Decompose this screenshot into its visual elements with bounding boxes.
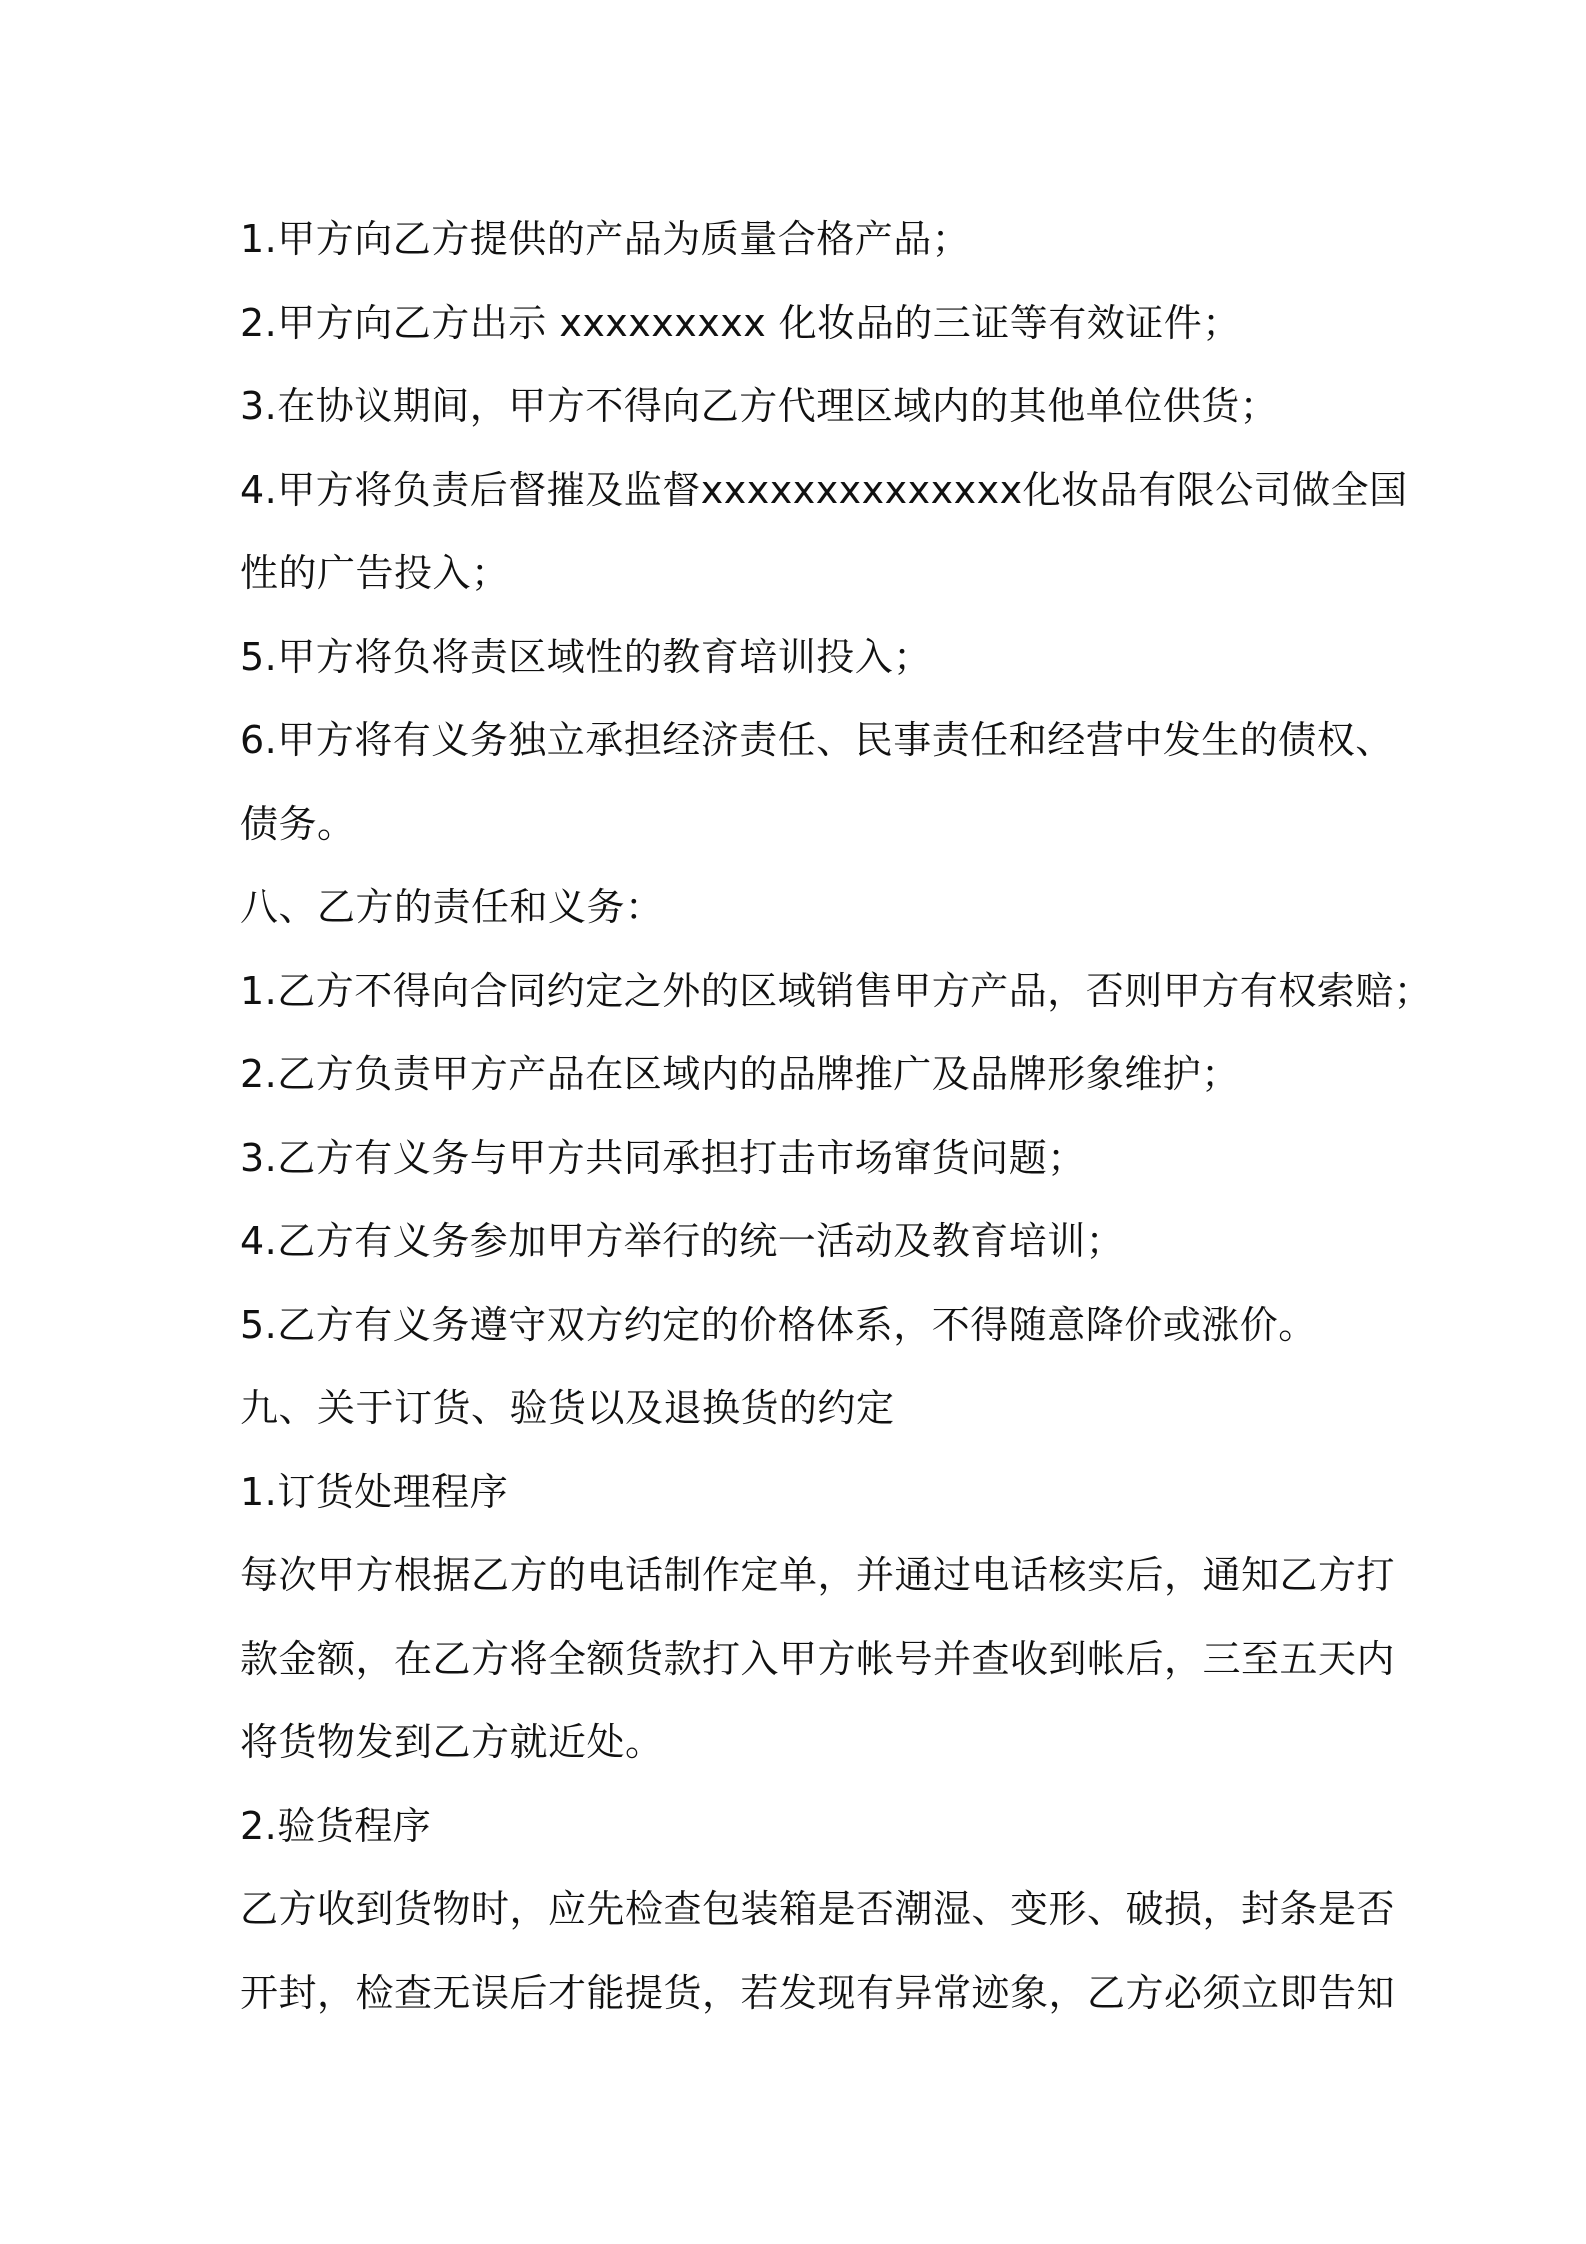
text-line: 款金额，在乙方将全额货款打入甲方帐号并查收到帐后，三至五天内 — [240, 1636, 1396, 1681]
section-heading: 九、关于订货、验货以及退换货的约定 — [240, 1386, 895, 1430]
subsection-heading: 2.验货程序 — [240, 1803, 432, 1848]
text-line: 4.乙方有义务参加甲方举行的统一活动及教育培训； — [240, 1219, 1125, 1263]
text-line: 5.甲方将负将责区域性的教育培训投入； — [240, 634, 932, 679]
text-line: 1.乙方不得向合同约定之外的区域销售甲方产品，否则甲方有权索赔； — [240, 968, 1433, 1013]
text-line: 债务。 — [240, 801, 356, 846]
text-line: 5.乙方有义务遵守双方约定的价格体系，不得随意降价或涨价。 — [240, 1302, 1317, 1347]
text-line: 6.甲方将有义务独立承担经济责任、民事责任和经营中发生的债权、 — [240, 718, 1394, 762]
section-heading: 八、乙方的责任和义务： — [240, 885, 664, 929]
document-body — [240, 198, 1433, 2035]
text-line: 3.在协议期间，甲方不得向乙方代理区域内的其他单位供货； — [240, 384, 1279, 428]
text-line: 每次甲方根据乙方的电话制作定单，并通过电话核实后，通知乙方打 — [240, 1553, 1396, 1597]
subsection-heading: 1.订货处理程序 — [240, 1469, 509, 1514]
text-line: 3.乙方有义务与甲方共同承担打击市场窜货问题； — [240, 1135, 1086, 1180]
text-line: 开封，检查无误后才能提货，若发现有异常迹象，乙方必须立即告知 — [240, 1970, 1396, 2015]
text-line: 4.甲方将负责后督摧及监督xxxxxxxxxxxxxx化妆品有限公司做全国 — [240, 467, 1408, 512]
text-line: 2.甲方向乙方出示 xxxxxxxxx 化妆品的三证等有效证件； — [240, 300, 1241, 345]
text-line: 乙方收到货物时，应先检查包装箱是否潮湿、变形、破损，封条是否 — [240, 1887, 1396, 1931]
text-line: 将货物发到乙方就近处。 — [240, 1720, 664, 1764]
text-line: 1.甲方向乙方提供的产品为质量合格产品； — [240, 217, 971, 261]
text-line: 2.乙方负责甲方产品在区域内的品牌推广及品牌形象维护； — [240, 1052, 1240, 1096]
text-line: 性的广告投入； — [240, 551, 510, 595]
